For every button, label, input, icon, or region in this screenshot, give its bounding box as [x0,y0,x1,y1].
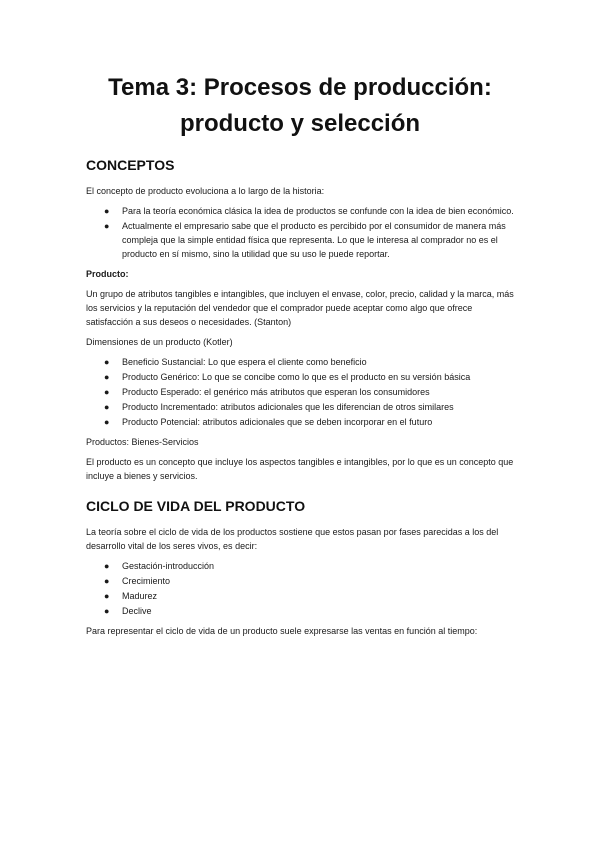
list-item-text: Producto Genérico: Lo que se concibe como lo que es el producto en su versión básica [122,372,471,382]
list-item-text: Actualmente el empresario sabe que el producto es percibido por el consumidor de manera más compleja que la simple entidad física que representa. Lo que le interesa al comprador no es el producto en sí mismo, sino la utilidad que su uso le puede reportar. [122,221,506,259]
life-cycle-phases-list [86,559,514,618]
list-item [86,589,514,603]
page-title-line-2: producto y selección [179,110,421,137]
bullet-icon: ● [104,402,110,412]
product-definition: Un grupo de atributos tangibles e intangibles, que incluyen el envase, color, precio, calidad y la marca, más los servicios y la reputación del vendedor que el comprador puede aceptar como algo que ofrece satisfacción a sus deseos o necesidades. (Stanton) [86,289,514,327]
ciclo-closing: Para representar el ciclo de vida de un producto suele expresarse las ventas en función al tiempo: [86,626,478,636]
list-item-text: Crecimiento [122,576,171,586]
list-item [86,219,514,261]
section-heading-conceptos: CONCEPTOS [86,157,175,173]
conceptos-intro: El concepto de producto evoluciona a lo largo de la historia: [86,186,325,196]
list-item-text: Beneficio Sustancial: Lo que espera el cliente como beneficio [122,357,367,367]
bullet-icon: ● [104,372,110,382]
list-item-text: Producto Esperado: el genérico más atributos que esperan los consumidores [122,387,430,397]
list-item [86,385,514,399]
goods-services-label: Productos: Bienes-Servicios [86,437,199,447]
concept-evolution-list [86,204,514,261]
list-item [86,559,514,573]
list-item [86,415,514,429]
bullet-icon: ● [104,387,110,397]
list-item-text: Declive [122,606,152,616]
page-title-line-1: Tema 3: Procesos de producción: [108,74,492,101]
bullet-icon: ● [104,417,110,427]
bullet-icon: ● [104,561,110,571]
bullet-icon: ● [104,576,110,586]
dimensions-label: Dimensiones de un producto (Kotler) [86,337,233,347]
list-item-text: Producto Incrementado: atributos adicionales que les diferencian de otros similares [122,402,454,412]
section-heading-ciclo-de-vida: CICLO DE VIDA DEL PRODUCTO [86,498,306,514]
list-item [86,604,514,618]
list-item-text: Producto Potencial: atributos adicionales que se deben incorporar en el futuro [122,417,433,427]
bullet-icon: ● [104,357,110,367]
list-item-text: Madurez [122,591,158,601]
ciclo-intro: La teoría sobre el ciclo de vida de los productos sostiene que estos pasan por fases parecidas a los del desarrollo vital de los seres vivos, es decir: [86,527,499,551]
list-item-text: Para la teoría económica clásica la idea de productos se confunde con la idea de bien económico. [122,206,514,216]
product-label: Producto: [86,269,129,279]
list-item [86,574,514,588]
page-title [86,70,514,142]
bullet-icon: ● [104,606,110,616]
goods-services-text: El producto es un concepto que incluye los aspectos tangibles e intangibles, por lo que es un concepto que incluye a bienes y servicios. [86,457,514,481]
list-item [86,204,514,218]
list-item [86,400,514,414]
dimensions-list [86,355,514,429]
bullet-icon: ● [104,591,110,601]
list-item [86,355,514,369]
page-content [86,70,514,644]
list-item-text: Gestación-introducción [122,561,215,571]
list-item [86,370,514,384]
bullet-icon: ● [104,221,110,231]
bullet-icon: ● [104,206,110,216]
